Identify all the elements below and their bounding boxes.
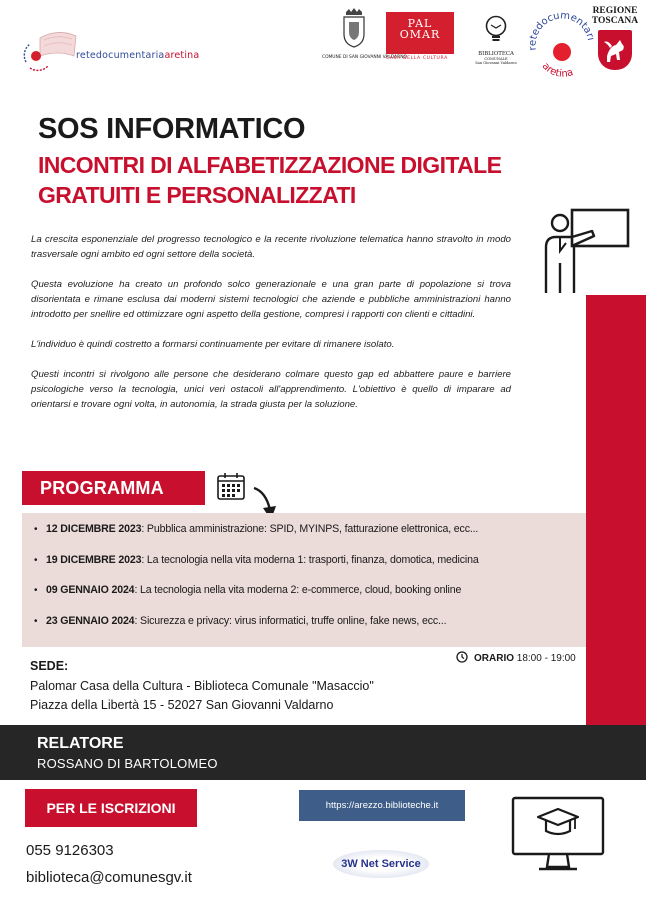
page-title: SOS INFORMATICO	[38, 113, 306, 145]
teacher-board-icon	[540, 207, 632, 299]
palomar-caption: CASA DELLA CULTURA	[386, 56, 448, 61]
program-date: 12 DICEMBRE 2023	[46, 523, 142, 535]
biblioteca-subtitle: COMUNALE	[484, 57, 508, 61]
venue-label: SEDE:	[30, 659, 69, 673]
biblioteca-logo	[470, 14, 522, 76]
program-date: 23 GENNAIO 2024	[46, 614, 135, 627]
program-item: • 12 DICEMBRE 2023: Pubblica amministrazione: SPID, MYINPS, fatturazione elettronica, ecc...	[34, 523, 479, 535]
intro-paragraph: La crescita esponenziale del progresso tecnologico e la recente rivoluzione telematica hanno stravolto in modo trasversale ogni ambito ed ogni settore della società.	[31, 234, 511, 260]
program-topic: : La tecnologia nella vita moderna 2: e-commerce, cloud, booking online	[134, 584, 462, 596]
speaker-label: RELATORE	[37, 735, 124, 752]
orario-label: ORARIO	[474, 653, 514, 664]
rete-documentaria-circle-logo	[528, 10, 594, 86]
program-date: 09 GENNAIO 2024	[46, 584, 135, 596]
intro-text	[31, 232, 511, 427]
intro-paragraph: Questa evoluzione ha creato un profondo solco generazionale e una gran parte di popolazione si trova disorientata e rimane esclusa dai moderni sistemi tecnologici che aziende e pubbliche amministrazioni hanno introdotto per snellire ed ottimizzare ogni aspetto della gestione, compresi i rapporti con clienti e cittadini.	[31, 279, 511, 320]
regione-line2: TOSCANA	[591, 16, 639, 26]
venue-name: Palomar Casa della Cultura - Biblioteca Comunale "Masaccio"	[30, 679, 374, 693]
biblioteca-title: BIBLIOTECA	[478, 51, 514, 57]
comune-caption: COMUNE DI SAN GIOVANNI VALDARNO	[322, 55, 407, 60]
program-list	[34, 522, 594, 644]
header-logos	[0, 0, 646, 92]
comune-coat-of-arms-icon	[341, 8, 367, 48]
program-item: • 09 GENNAIO 2024: La tecnologia nella vita moderna 2: e-commerce, cloud, booking online	[34, 584, 462, 596]
rete-documentaria-emblem-icon	[18, 22, 78, 80]
rete-documentaria-logo	[18, 22, 198, 80]
palomar-wordmark: PAL OMAR	[386, 12, 454, 54]
accent-side-band	[586, 295, 646, 730]
monitor-graduation-cap-icon	[509, 795, 607, 875]
speaker-name: ROSSANO DI BARTOLOMEO	[37, 756, 218, 771]
email-address[interactable]: biblioteca@comunesgv.it	[26, 869, 192, 886]
page-subtitle	[38, 150, 501, 210]
program-item: • 19 DICEMBRE 2023: La tecnologia nella vita moderna 1: trasporti, finanza, domotica, medicina	[34, 553, 479, 566]
pegasus-shield-icon	[598, 30, 632, 70]
svg-text:retedocumentaria: retedocumenta	[528, 10, 594, 52]
intro-paragraph: Questi incontri si rivolgono alle persone che desiderano colmare questo gap ed abbattere paure e barriere psicologiche verso la tecnologia, unici veri ostacoli all'apprendimento. L'obiettivo è quello di imparare ad orientarsi e trovare ogni volta, in autonomia, la strada giusta per la soluzione.	[31, 369, 511, 410]
calendar-icon	[216, 471, 246, 501]
intro-paragraph: L'individuo è quindi costretto a formarsi continuamente per evitare di rimanere isolato.	[31, 339, 395, 350]
registration-link-button[interactable]: https://arezzo.biblioteche.it	[299, 790, 465, 821]
program-topic: : La tecnologia nella vita moderna 1: trasporti, finanza, domotica, medicina	[141, 553, 479, 566]
subtitle-line-2: GRATUITI E PERSONALIZZATI	[38, 182, 356, 208]
program-item: • 23 GENNAIO 2024: Sicurezza e privacy: virus informatici, truffe online, fake news, ecc...	[34, 614, 447, 627]
comune-logo	[322, 8, 407, 76]
phone-number[interactable]: 055 9126303	[26, 842, 114, 859]
subtitle-line-1: INCONTRI DI ALFABETIZZAZIONE DIGITALE	[38, 152, 502, 178]
program-topic: : Sicurezza e privacy: virus informatici, truffe online, fake news, ecc...	[134, 614, 447, 627]
svg-text:aretina: aretina	[539, 60, 575, 80]
biblioteca-place: San Giovanni Valdarno	[475, 61, 517, 65]
regione-toscana-logo	[592, 6, 638, 80]
program-date: 19 DICEMBRE 2023	[46, 553, 142, 566]
sponsor-logo: 3W Net Service	[333, 850, 429, 878]
rete-documentaria-wordmark: retedocumentariaaretina	[76, 50, 200, 61]
palomar-logo	[386, 12, 456, 64]
venue-address: Piazza della Libertà 15 - 52027 San Giovanni Valdarno	[30, 698, 334, 712]
rete-documentaria-circle-icon	[528, 10, 594, 86]
lightbulb-book-icon	[483, 14, 509, 44]
schedule-time	[456, 651, 576, 664]
regione-line1: REGIONE	[592, 6, 638, 16]
clock-icon	[456, 651, 468, 663]
program-heading: PROGRAMMA	[22, 471, 205, 505]
orario-value: 18:00 - 19:00	[514, 653, 576, 664]
program-topic: : Pubblica amministrazione: SPID, MYINPS, fatturazione elettronica, ecc...	[141, 523, 479, 535]
registration-heading: PER LE ISCRIZIONI	[25, 789, 197, 827]
